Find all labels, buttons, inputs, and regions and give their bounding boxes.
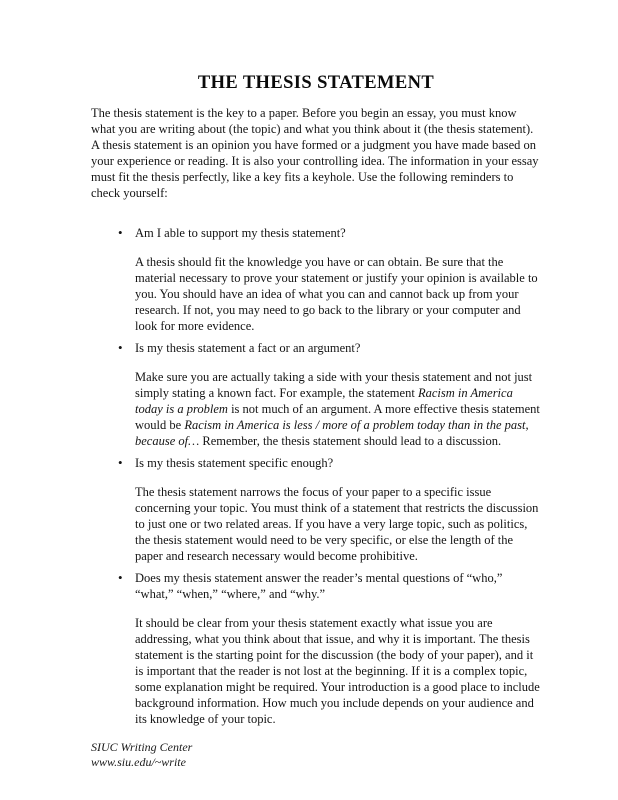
list-item-fact-or-argument xyxy=(118,340,541,449)
list-item-mental-questions xyxy=(118,570,541,727)
footer-url: www.siu.edu/~write xyxy=(91,755,186,769)
list-item-specific xyxy=(118,455,541,564)
bullet-icon: • xyxy=(118,340,123,355)
bullet-icon: • xyxy=(118,455,123,470)
bullet-icon: • xyxy=(118,225,123,240)
bullet-icon: • xyxy=(118,570,123,585)
intro-paragraph: The thesis statement is the key to a paper. Before you begin an essay, you must know what you are writing about (the topic) and what you think about it (the thesis statement). A thesis statement is an opinion you have formed or a judgment you have made based on your experience or reading. It is also your controlling idea. The information in your essay must fit the thesis perfectly, like a key fits a keyhole. Use the following reminders to check yourself: xyxy=(91,106,539,200)
bullet-body: Make sure you are actually taking a side with your thesis statement and not just simply stating a known fact. For example, the statement Racism in America today is a problem is not much of an argument. A more effective thesis statement would be Racism in America is less / more of a problem today than in the past, because of… Remember, the thesis statement should lead to a discussion. xyxy=(135,370,540,448)
bullet-question: Is my thesis statement a fact or an argument? xyxy=(135,341,361,355)
footer-org-name: SIUC Writing Center xyxy=(91,740,193,754)
page-content xyxy=(91,0,541,733)
page-title: THE THESIS STATEMENT xyxy=(197,73,435,93)
bullet-body: It should be clear from your thesis statement exactly what issue you are addressing, what you think about that issue, and why it is important. The thesis statement is the starting point for the discussion (the body of your paper), and it is important that the reader is not lost at the beginning. If it is a complex topic, some explanation might be required. Your introduction is a good place to include background information. How much you include depends on your audience and its knowledge of your topic. xyxy=(135,616,540,726)
bullet-question: Am I able to support my thesis statement? xyxy=(135,226,346,240)
reminder-list xyxy=(91,225,541,727)
bullet-question: Does my thesis statement answer the reader’s mental questions of “who,” “what,” “when,” “where,” and “why.” xyxy=(135,571,503,601)
list-item-support xyxy=(118,225,541,334)
bullet-body: The thesis statement narrows the focus of your paper to a specific issue concerning your topic. You must think of a statement that restricts the discussion to just one or two related areas. If you have a very large topic, such as politics, the thesis statement would need to be very specific, or else the length of the paper and research necessary would become prohibitive. xyxy=(135,485,539,563)
footer xyxy=(91,740,192,770)
bullet-question: Is my thesis statement specific enough? xyxy=(135,456,334,470)
bullet-body: A thesis should fit the knowledge you have or can obtain. Be sure that the material necessary to prove your statement or justify your opinion is available to you. You should have an idea of what you can and cannot back up from your research. If not, you may need to go back to the library or your computer and look for more evidence. xyxy=(135,255,538,333)
